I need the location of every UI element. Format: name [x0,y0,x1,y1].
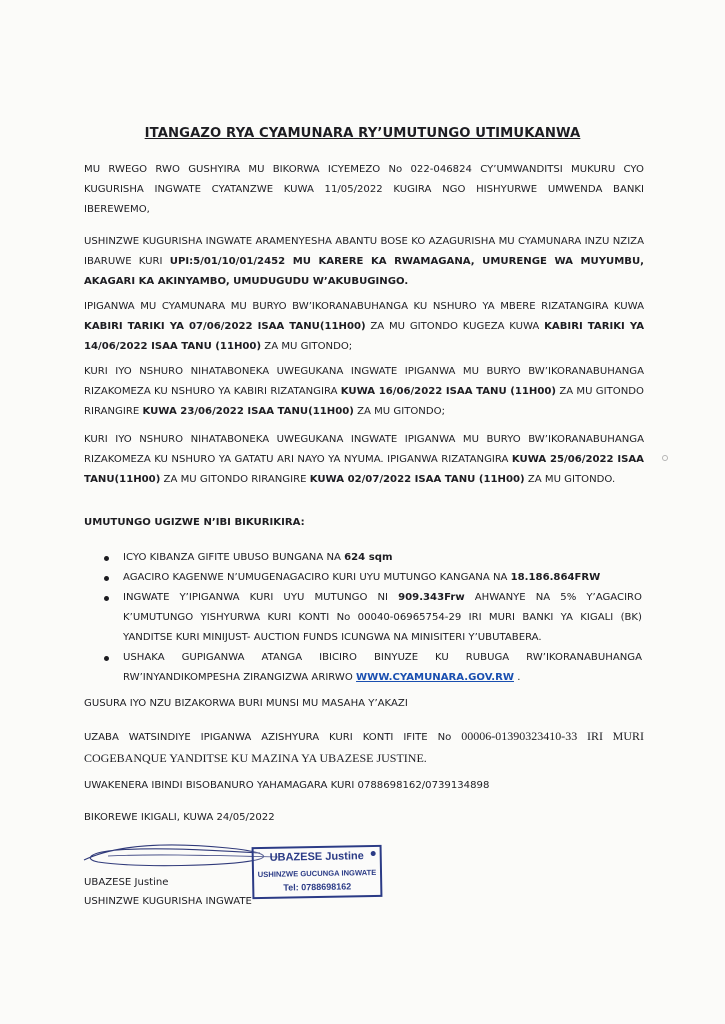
stamp-name: UBAZESE Justine [269,850,364,864]
paragraph-decision [84,160,644,220]
list-item: USHAKA GUPIGANWA ATANGA IBICIRO BINYUZE KU RUBUGA RW’IKORANABUHANGA RW’INYANDIKOMPESHA ZIRANGIZWA ARIRWO WWW.CYAMUNARA.GOV.RW . [102,648,642,688]
paragraph-decision-text: MU RWEGO RWO GUSHYIRA MU BIKORWA ICYEMEZO No 022-046824 CY’UMWANDITSI MUKURU CYO KUGURISHA INGWATE CYATANZWE KUWA 11/05/2022 KUGIRA NGO HISHYURWE UMWENDA BANKI IBEREWEMO, [84,164,644,215]
scan-mark [662,455,668,461]
list-item: AGACIRO KAGENWE N’UMUGENAGACIRO KURI UYU MUTUNGO KANGANA NA 18.186.864FRW [102,568,642,588]
list-item: ICYO KIBANZA GIFITE UBUSO BUNGANA NA 624 sqm [102,548,642,568]
paragraph-property: USHINZWE KUGURISHA INGWATE ARAMENYESHA ABANTU BOSE KO AZAGURISHA MU CYAMUNARA INZU NZIZA IBARUWE KURI UPI:5/01/10/01/2452 MU KARERE KA RWAMAGANA, UMURENGE WA MUYUMBU, AKAGARI KA AKINYAMBO, UMUDUGUDU W’AKUBUGINGO. [84,236,644,287]
paragraph-second-round: KURI IYO NSHURO NIHATABONEKA UWEGUKANA INGWATE IPIGANWA MU BURYO BW’IKORANABUHANGA RIZAKOMEZA KU NSHURO YA KABIRI RIZATANGIRA KUWA 16/06/2022 ISAA TANU (11H00) ZA MU GITONDO RIRANGIRE KUWA 23/06/2022 ISAA TANU(11H00) ZA MU GITONDO; [84,366,644,417]
signer-name: UBAZESE Justine [84,877,169,888]
auction-website-link[interactable]: WWW.CYAMUNARA.GOV.RW [356,672,514,683]
signer-block [84,873,252,911]
list-item: INGWATE Y’IPIGANWA KURI UYU MUTUNGO NI 909.343Frw AHWANYE NA 5% Y’AGACIRO K’UMUTUNGO YISHYURWA KURI KONTI No 00040-06965754-29 IRI MURI BANKI YA KIGALI (BK) YANDITSE KURI MINIJUST- AUCTION FUNDS ICUNGWA NA MINISITERI Y’UBUTABERA. [102,588,642,648]
stamp-phone: Tel: 0788698162 [283,881,352,893]
official-stamp [252,845,383,899]
paragraph-place-date: BIKOREWE IKIGALI, KUWA 24/05/2022 [84,812,275,823]
paragraph-first-round: IPIGANWA MU CYAMUNARA MU BURYO BW’IKORANABUHANGA KU NSHURO YA MBERE RIZATANGIRA KUWA KABIRI TARIKI YA 07/06/2022 ISAA TANU(11H00) ZA MU GITONDO KUGEZA KUWA KABIRI TARIKI YA 14/06/2022 ISAA TANU (11H00) ZA MU GITONDO; [84,301,645,352]
paragraph-contact: UWAKENERA IBINDI BISOBANURO YAHAMAGARA KURI 0788698162/0739134898 [84,780,490,791]
property-upi: UPI:5/01/10/01/2452 MU KARERE KA RWAMAGANA, UMURENGE WA MUYUMBU, AKAGARI KA AKINYAMBO, UMUDUGUDU W’AKUBUGINGO. [84,256,644,287]
paragraph-third-round: KURI IYO NSHURO NIHATABONEKA UWEGUKANA INGWATE IPIGANWA MU BURYO BW’IKORANABUHANGA RIZAKOMEZA KU NSHURO YA GATATU ARI NAYO YA NYUMA. IPIGANWA RIZATANGIRA KUWA 25/06/2022 ISAA TANU(11H00) ZA MU GITONDO RIRANGIRE KUWA 02/07/2022 ISAA TANU (11H00) ZA MU GITONDO. [84,434,644,485]
signer-role: USHINZWE KUGURISHA INGWATE [84,896,252,907]
stamp-role: USHINZWE GUCUNGA INGWATE [257,867,377,880]
paragraph-payment: UZABA WATSINDIYE IPIGANWA AZISHYURA KURI KONTI IFITE No 00006-01390323410-33 IRI MURI COGEBANQUE YANDITSE KU MAZINA YA UBAZESE JUSTINE. [84,729,645,765]
property-list-heading: UMUTUNGO UGIZWE N’IBI BIKURIKIRA: [84,517,305,528]
document-title: ITANGAZO RYA CYAMUNARA RY’UMUTUNGO UTIMUKANWA [144,126,581,141]
property-details-list [102,548,642,688]
paragraph-visit: GUSURA IYO NZU BIZAKORWA BURI MUNSI MU MASAHA Y’AKAZI [84,698,408,709]
